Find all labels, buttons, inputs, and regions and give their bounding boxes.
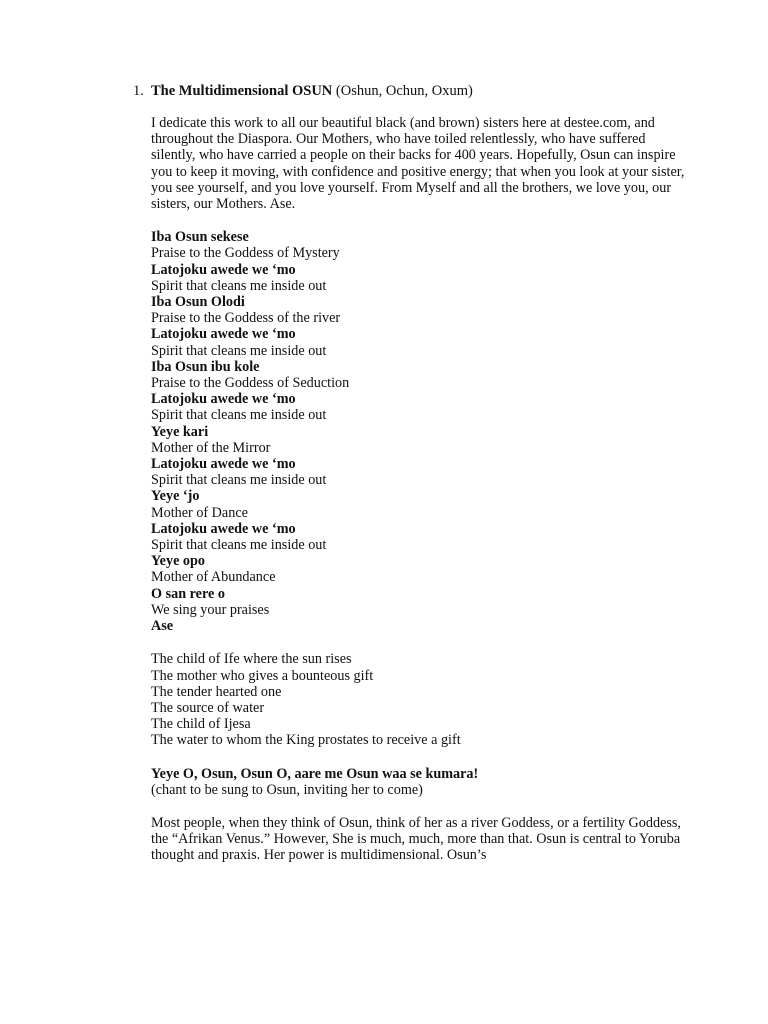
chant-note: (chant to be sung to Osun, inviting her to come) (151, 781, 423, 798)
chant-invocation-line: Yeye opo (151, 553, 205, 570)
child-lines (151, 651, 691, 748)
verse-line: The source of water (151, 699, 265, 716)
chant-invocation-line: Iba Osun sekese (151, 229, 249, 246)
chant-translation-line: Mother of the Mirror (151, 439, 271, 456)
chant-invocation-line: Latojoku awede we ‘mo (151, 520, 296, 537)
chant-translation-line: We sing your praises (151, 601, 270, 618)
praise-chant (151, 229, 691, 634)
chant-title: Yeye O, Osun, Osun O, aare me Osun waa se kumara! (151, 765, 479, 782)
chant-translation-line: Spirit that cleans me inside out (151, 277, 327, 294)
chant-translation-line: Spirit that cleans me inside out (151, 407, 327, 424)
verse-line: The mother who gives a bounteous gift (151, 667, 374, 684)
chant-invocation-line: Ase (151, 618, 174, 635)
chant-invocation-line: Yeye kari (151, 423, 209, 440)
section-heading (133, 81, 473, 101)
chant-invocation-line: Latojoku awede we ‘mo (151, 456, 296, 473)
chant-translation-line: Praise to the Goddess of Seduction (151, 375, 350, 392)
chant-invocation-line: Latojoku awede we ‘mo (151, 391, 296, 408)
chant-invocation-line: Latojoku awede we ‘mo (151, 326, 296, 343)
section-title: The Multidimensional OSUN (151, 83, 333, 99)
verse-line: The child of Ijesa (151, 716, 251, 733)
document-body (151, 115, 691, 864)
section-number: 1. (133, 83, 144, 99)
verse-line: The child of Ife where the sun rises (151, 651, 352, 668)
chant-translation-line: Praise to the Goddess of Mystery (151, 245, 340, 262)
verse-line: The tender hearted one (151, 683, 282, 700)
closing-paragraph: Most people, when they think of Osun, think of her as a river Goddess, or a fertility Goddess, the “Afrikan Venus.” However, She is much, much, more than that. Osun is central to Yoruba thought and praxis. Her power is multidimensional. Osun’s (151, 814, 681, 864)
chant-invocation-line: Iba Osun Olodi (151, 294, 245, 311)
chant-translation-line: Spirit that cleans me inside out (151, 537, 327, 554)
chant-invocation-line: Iba Osun ibu kole (151, 358, 260, 375)
section-subtitle: (Oshun, Ochun, Oxum) (332, 83, 473, 99)
dedication-paragraph: I dedicate this work to all our beautiful black (and brown) sisters here at destee.com, and throughout the Diaspora. Our Mothers, who have toiled relentlessly, who have suffered silently, who have carried a people on their backs for 400 years. Hopefully, Osun can inspire you to keep it moving, with confidence and positive energy; that when you look at your sister, you see yourself, and you love yourself. From Myself and all the brothers, we love you, our sisters, our Mothers. Ase. (151, 115, 685, 213)
chant-invocation-line: O san rere o (151, 585, 225, 602)
verse-line: The water to whom the King prostates to receive a gift (151, 732, 461, 749)
chant-translation-line: Spirit that cleans me inside out (151, 472, 327, 489)
chant-invocation-line: Yeye ‘jo (151, 488, 200, 505)
chant-translation-line: Praise to the Goddess of the river (151, 310, 341, 327)
chant-invocation-line: Latojoku awede we ‘mo (151, 261, 296, 278)
chant-translation-line: Mother of Abundance (151, 569, 276, 586)
chant-translation-line: Spirit that cleans me inside out (151, 342, 327, 359)
chant-translation-line: Mother of Dance (151, 504, 248, 521)
